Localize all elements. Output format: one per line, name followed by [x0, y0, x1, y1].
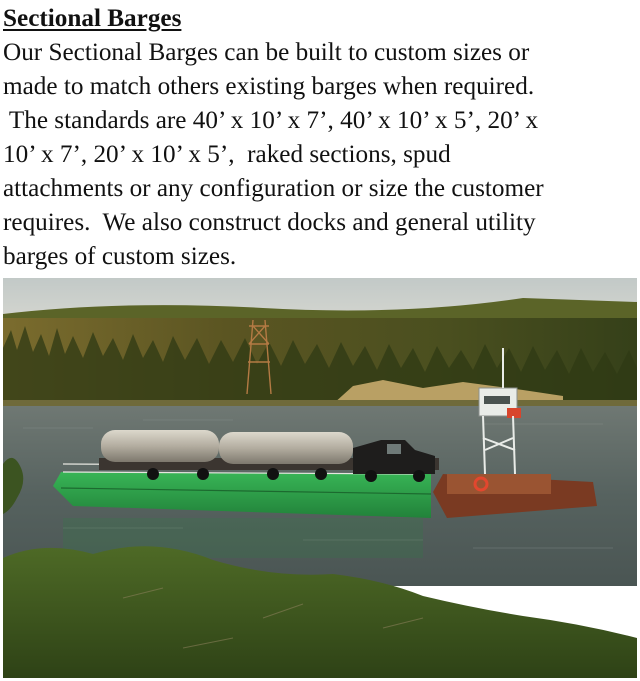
body-line-5: attachments or any configuration or size the customer: [3, 175, 544, 202]
body-line-1: Our Sectional Barges can be built to custom sizes or: [3, 39, 530, 66]
truck-window: [387, 444, 401, 454]
pilot-house-windows: [484, 396, 510, 404]
description-text-block: [3, 2, 635, 274]
photo-barge-on-river-icon: [3, 278, 637, 678]
tug-deckhouse: [447, 474, 551, 494]
body-line-3: The standards are 40’ x 10’ x 7’, 40’ x 10’ x 5’, 20’ x: [3, 107, 539, 134]
body-line-7: barges of custom sizes.: [3, 243, 237, 270]
fuel-tank-left: [101, 430, 219, 462]
document-title: Sectional Barges: [3, 5, 182, 32]
body-line-6: requires. We also construct docks and general utility: [3, 209, 536, 236]
body-line-2: made to match others existing barges when required.: [3, 73, 535, 100]
fuel-tank-right: [219, 432, 353, 464]
barge-photo: [3, 278, 637, 678]
body-line-4: 10’ x 7’, 20’ x 10’ x 5’, raked sections, spud: [3, 141, 451, 168]
